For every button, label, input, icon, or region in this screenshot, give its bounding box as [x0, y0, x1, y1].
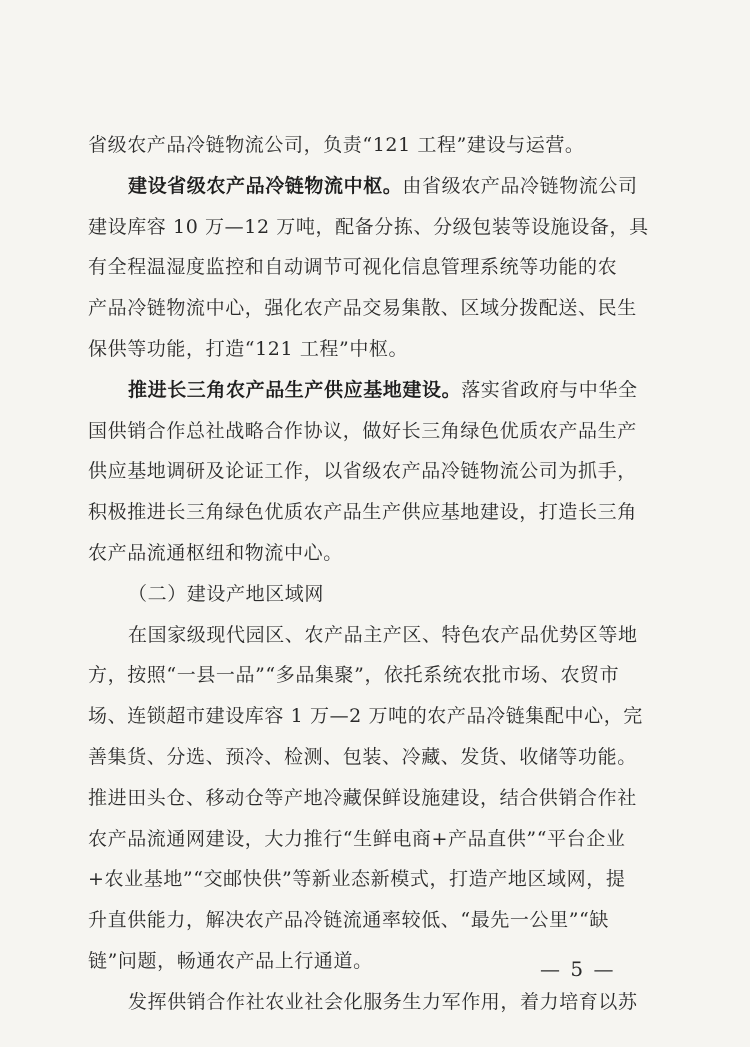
- paragraph-line-9: 供应基地调研及论证工作，以省级农产品冷链物流公司为抓手，: [88, 460, 637, 483]
- paragraph-line-5: 产品冷链物流中心，强化农产品交易集散、区域分拨配送、民生: [88, 297, 637, 320]
- paragraph-line-2: [128, 174, 658, 198]
- paragraph-text: 落实省政府与中华全: [461, 378, 638, 401]
- paragraph-line-6: 保供等功能，打造“121 工程”中枢。: [88, 338, 409, 360]
- paragraph-line-8: 国供销合作总社战略合作协议，做好长三角绿色优质农产品生产: [88, 419, 637, 442]
- paragraph-line-19: 升直供能力，解决农产品冷链流通率较低、“最先一公里”“缺: [88, 909, 609, 932]
- paragraph-line-21: 发挥供销合作社农业社会化服务生力军作用，着力培育以苏: [128, 990, 638, 1013]
- paragraph-line-16: 推进田头仓、移动仓等产地冷藏保鲜设施建设，结合供销合作社: [88, 786, 637, 809]
- section-heading-production-area-network: （二）建设产地区域网: [128, 582, 325, 605]
- page-number: — 5 —: [540, 957, 616, 981]
- paragraph-line-15: 善集货、分选、预冷、检测、包装、冷藏、发货、收储等功能。: [88, 746, 637, 768]
- paragraph-line-14: 场、连锁超市建设库容 1 万—2 万吨的农产品冷链集配中心，完: [88, 705, 643, 728]
- paragraph-line-17: 农产品流通网建设，大力推行“生鲜电商+产品直供”“平台企业: [88, 827, 626, 850]
- paragraph-line-13: 方，按照“一县一品”“多品集聚”，依托系统农批市场、农贸市: [88, 664, 620, 687]
- paragraph-line-1: 省级农产品冷链物流公司，负责“121 工程”建设与运营。: [88, 134, 585, 156]
- paragraph-line-11: 农产品流通枢纽和物流中心。: [88, 542, 343, 564]
- paragraph-line-4: 有全程温湿度监控和自动调节可视化信息管理系统等功能的农: [88, 256, 618, 279]
- bold-heading-cold-chain-hub: 建设省级农产品冷链物流中枢。: [128, 174, 403, 197]
- paragraph-line-7: [128, 378, 658, 402]
- paragraph-line-10: 积极推进长三角绿色优质农产品生产供应基地建设，打造长三角: [88, 501, 637, 524]
- paragraph-text: 由省级农产品冷链物流公司: [402, 174, 638, 197]
- bold-heading-yangtze-delta-base: 推进长三角农产品生产供应基地建设。: [128, 378, 462, 401]
- paragraph-line-12: 在国家级现代园区、农产品主产区、特色农产品优势区等地: [128, 623, 638, 646]
- paragraph-line-3: 建设库容 10 万—12 万吨，配备分拣、分级包装等设施设备，具: [88, 215, 649, 238]
- paragraph-line-18: +农业基地”“交邮快供”等新业态新模式，打造产地区域网，提: [88, 868, 626, 891]
- paragraph-line-20: 链”问题，畅通农产品上行通道。: [88, 950, 373, 972]
